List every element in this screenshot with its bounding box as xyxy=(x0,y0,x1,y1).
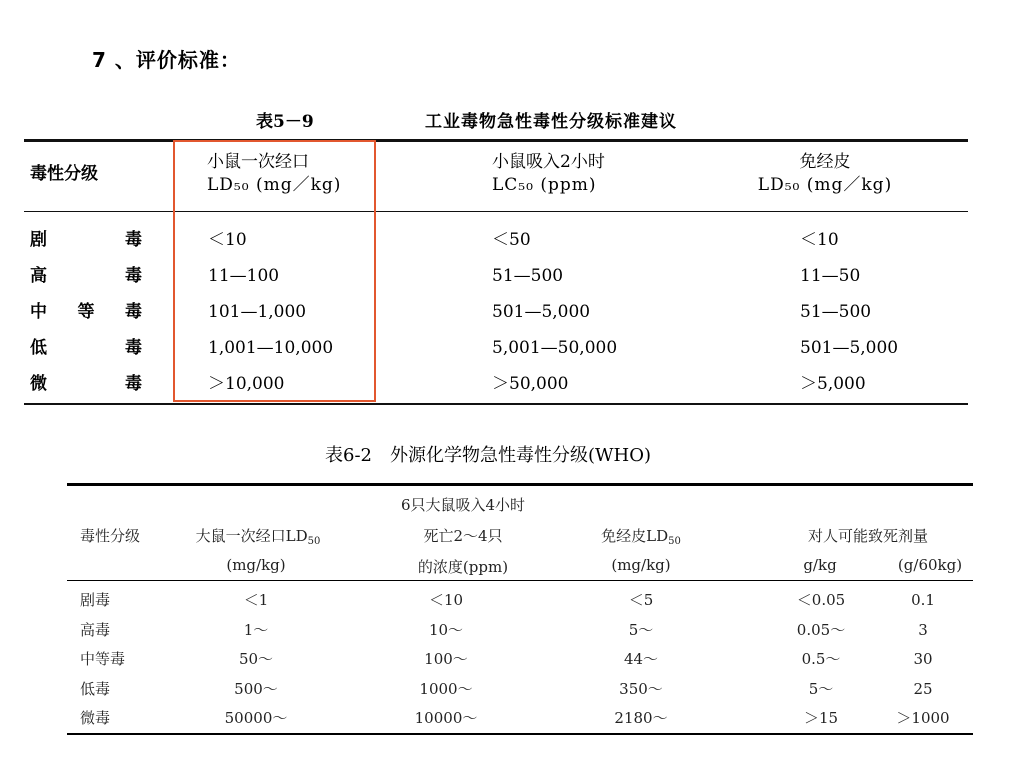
table1-cell: 51—500 xyxy=(492,266,564,286)
table2-cell: 10～ xyxy=(428,620,464,639)
table1-cell: 剧 毒 xyxy=(30,230,142,250)
table2-column-inhalation xyxy=(415,588,478,736)
section-heading: 7 、评价标准： xyxy=(92,48,241,72)
table2-caption: 表6-2 外源化学物急性毒性分级(WHO) xyxy=(325,445,651,466)
table1-cell: ＜10 xyxy=(800,230,839,250)
table2-column-grade xyxy=(80,588,125,736)
table2-cell: ＜1 xyxy=(243,591,269,609)
table2-header-oral-sub: 50 xyxy=(307,536,321,547)
table2-cell: ＜5 xyxy=(628,591,654,609)
table2-cell: 5～ xyxy=(808,679,834,698)
table2-cell: 1000～ xyxy=(419,679,473,698)
table2-header-dermal-unit: (mg/kg) xyxy=(611,556,671,574)
table2-column-oral xyxy=(225,588,288,736)
table2-cell: ＜0.05 xyxy=(796,591,846,609)
table1-cell: 501—5,000 xyxy=(800,338,899,358)
table1-header-oral-line1: 小鼠一次经口 xyxy=(207,152,309,172)
table2-cell: 44～ xyxy=(623,650,659,668)
table1-header-rule xyxy=(24,211,968,212)
table2-header-inhalation-line3: 的浓度(ppm) xyxy=(417,558,509,576)
table2-cell: 中等毒 xyxy=(80,650,126,668)
table1-header-grade-label: 毒性分级 xyxy=(30,164,98,184)
table2-header-dermal-line1 xyxy=(601,525,681,547)
table1-cell: 11—100 xyxy=(208,266,280,286)
table1-cell: 1,001—10,000 xyxy=(208,338,334,358)
table1-cell: 51—500 xyxy=(800,302,872,322)
table2-header-oral-text: 大鼠一次经口LD xyxy=(195,527,308,545)
table2-cell: 5～ xyxy=(628,620,654,639)
table2-cell: ＞1000 xyxy=(896,709,950,727)
table2-header-grade: 毒性分级 xyxy=(80,527,141,545)
table2-cell: 0.5～ xyxy=(801,650,841,668)
table2-cell: 500～ xyxy=(234,679,278,698)
table1-header-dermal xyxy=(740,151,910,197)
table1-cell: 11—50 xyxy=(800,266,861,286)
table2-cell: 0.1 xyxy=(911,591,935,609)
table1-cell: ＜10 xyxy=(208,230,247,250)
table1-header-dermal-line1: 免经皮 xyxy=(799,152,851,172)
table2-column-gkg xyxy=(797,588,845,736)
table2-cell: ＜10 xyxy=(428,591,464,609)
table2-cell: ＞15 xyxy=(803,709,839,727)
table2-cell: 3 xyxy=(918,620,928,639)
table1-column-inhalation xyxy=(492,222,617,402)
table1-bottom-rule xyxy=(24,403,968,405)
table2-cell: 30 xyxy=(913,650,933,668)
table2-header-oral-line1 xyxy=(196,525,321,547)
table2-header-lethal-dose: 对人可能致死剂量 xyxy=(807,527,929,545)
table2-header-g60kg: (g/60kg) xyxy=(897,556,963,574)
table2-cell: 1～ xyxy=(243,620,269,639)
table2-top-rule xyxy=(67,483,973,486)
table1-cell: 101—1,000 xyxy=(208,302,307,322)
table2-cell: 剧毒 xyxy=(80,591,111,609)
table1-header-inhalation-line2: LC₅₀ (ppm) xyxy=(492,175,597,195)
table2-cell: 0.05～ xyxy=(796,620,846,639)
table1-cell: 微 毒 xyxy=(30,374,142,394)
table2-header-rule xyxy=(67,580,973,581)
table1-cell: 低 毒 xyxy=(30,338,142,358)
table1-column-grade xyxy=(30,222,142,402)
table1-cell: 501—5,000 xyxy=(492,302,591,322)
table2-header-oral-unit: (mg/kg) xyxy=(226,556,286,574)
table1-column-dermal xyxy=(800,222,898,402)
table2-header-dermal-sub: 50 xyxy=(668,536,681,547)
table2-header-dermal-text: 免经皮LD xyxy=(601,527,669,545)
table1-top-rule xyxy=(24,139,968,142)
table2-cell: 350～ xyxy=(619,679,663,698)
table2-column-g60kg xyxy=(896,588,949,736)
table1-cell: ＞10,000 xyxy=(208,374,285,394)
table2-cell: 低毒 xyxy=(80,679,111,698)
table2-cell: 50～ xyxy=(238,650,274,668)
table1-header-inhalation-line1: 小鼠吸入2小时 xyxy=(492,152,605,172)
table1-caption-number: 表5－9 xyxy=(256,112,314,132)
table1-caption-title: 工业毒物急性毒性分级标准建议 xyxy=(425,112,677,132)
table2-column-dermal xyxy=(614,588,667,736)
table2-cell: 10000～ xyxy=(414,709,478,727)
table1-header-oral-line2: LD₅₀ (mg／kg) xyxy=(207,175,342,195)
table1-header-inhalation xyxy=(492,151,605,197)
table1-header-grade xyxy=(30,163,98,186)
table1-cell: 中 等 毒 xyxy=(30,302,142,322)
table1-cell: ＞50,000 xyxy=(492,374,569,394)
table1-cell: 5,001—50,000 xyxy=(492,338,618,358)
table1-cell: 高 毒 xyxy=(30,266,142,286)
table2-cell: 100～ xyxy=(424,650,468,668)
table2-cell: 2180～ xyxy=(614,709,668,727)
table1-cell: ＞5,000 xyxy=(800,374,866,394)
table2-cell: 高毒 xyxy=(80,620,111,639)
table2-header-inhalation-line2: 死亡2～4只 xyxy=(423,527,503,545)
table1-header-dermal-line2: LD₅₀ (mg／kg) xyxy=(757,175,893,195)
table2-header-inhalation-line1: 6只大鼠吸入4小时 xyxy=(400,496,526,514)
table2-header-gkg: g/kg xyxy=(803,556,837,574)
table2-cell: 25 xyxy=(913,679,933,698)
oral-column-highlight-box xyxy=(173,140,376,402)
table2-cell: 50000～ xyxy=(224,709,288,727)
table1-cell: ＜50 xyxy=(492,230,531,250)
table2-cell: 微毒 xyxy=(80,709,111,727)
